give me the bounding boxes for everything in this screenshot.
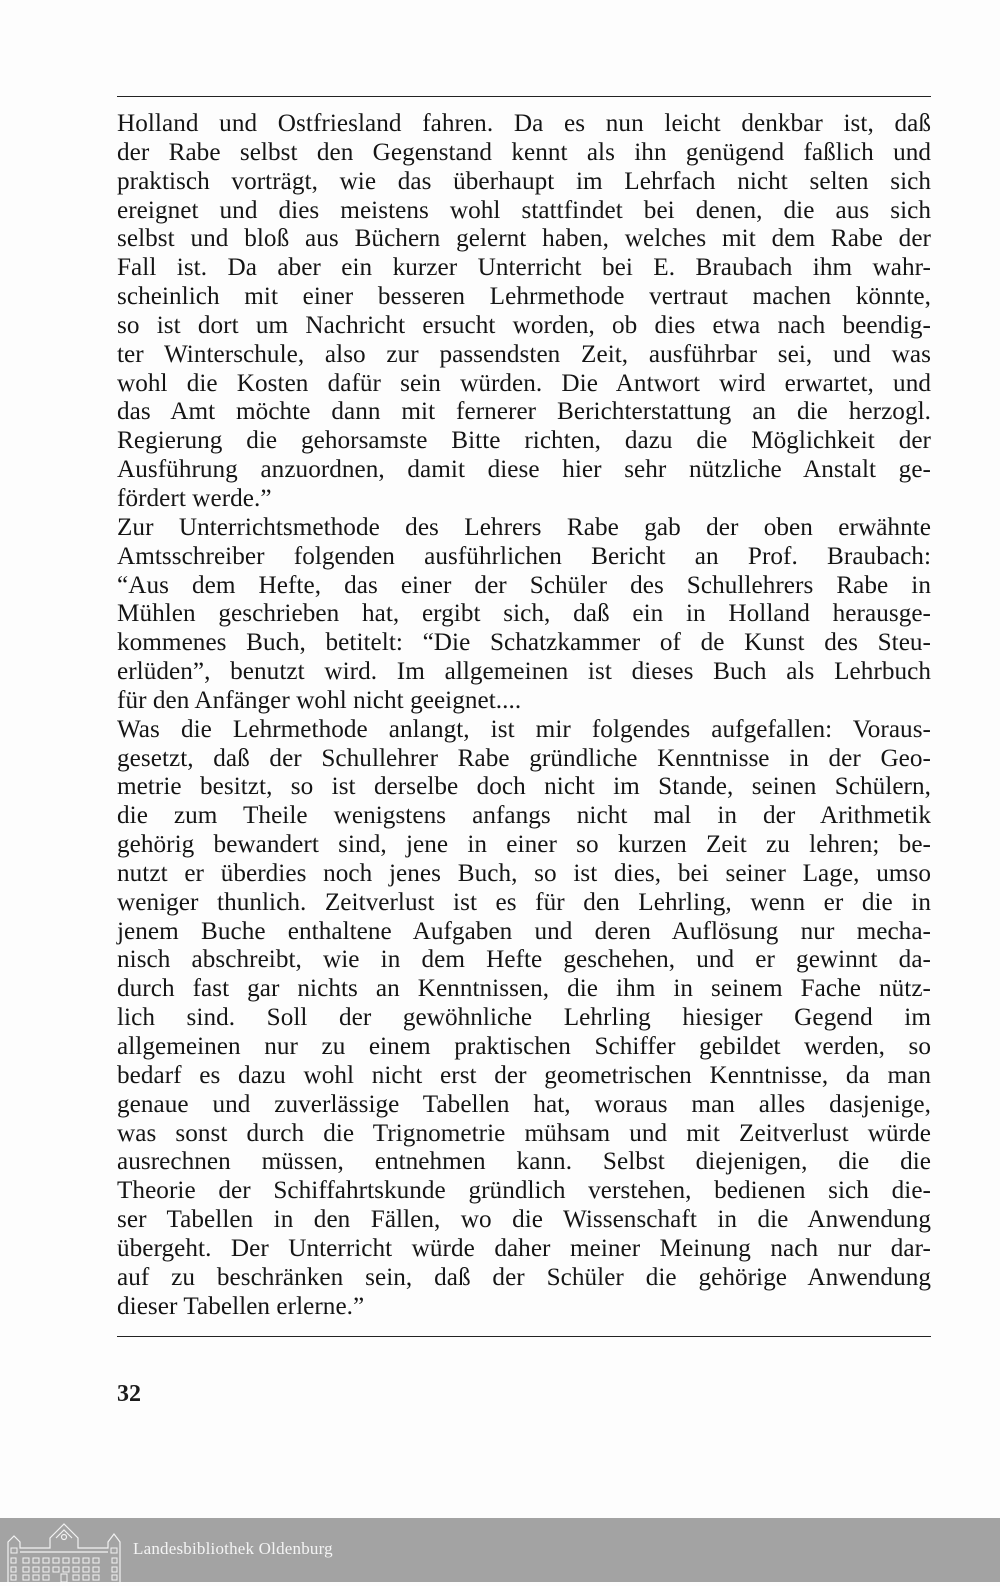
text-line: “Aus dem Hefte, das einer der Schüler des Schullehrers Rabe in [117, 571, 931, 599]
text-line: Theorie der Schiffahrtskunde gründlich verstehen, bedienen sich die- [117, 1177, 931, 1205]
text-line: gesetzt, daß der Schullehrer Rabe gründliche Kenntnisse in der Geo- [117, 744, 931, 772]
text-line: weniger thunlich. Zeitverlust ist es für den Lehrling, wenn er die in [117, 888, 931, 916]
text-line: durch fast gar nichts an Kenntnissen, die ihm in seinem Fache nütz- [117, 975, 931, 1003]
text-line: wohl die Kosten dafür sein würden. Die Antwort wird erwartet, und [117, 369, 931, 397]
text-line: Mühlen geschrieben hat, ergibt sich, daß ein in Holland herausge- [117, 600, 931, 628]
text-line: praktisch vorträgt, wie das überhaupt im Lehrfach nicht selten sich [117, 167, 931, 195]
text-line: für den Anfänger wohl nicht geeignet.... [117, 686, 522, 714]
text-line: Fall ist. Da aber ein kurzer Unterricht bei E. Braubach ihm wahr- [117, 254, 931, 282]
top-rule [117, 96, 931, 97]
text-line: ser Tabellen in den Fällen, wo die Wissenschaft in die Anwendung [117, 1206, 931, 1234]
text-line: das Amt möchte dann mit fernerer Berichterstattung an die herzogl. [117, 398, 931, 426]
text-line: allgemeinen nur zu einem praktischen Schiffer gebildet werden, so [117, 1033, 931, 1060]
footer-bar [0, 1518, 1000, 1582]
text-line: dieser Tabellen erlerne.” [117, 1292, 365, 1320]
text-line: Ausführung anzuordnen, damit diese hier sehr nützliche Anstalt ge- [117, 456, 931, 484]
text-line: ausrechnen müssen, entnehmen kann. Selbst diejenigen, die die [117, 1148, 931, 1176]
text-line: ereignet und dies meistens wohl stattfindet bei denen, die aus sich [117, 196, 931, 224]
text-line: scheinlich mit einer besseren Lehrmethode vertraut machen könnte, [117, 283, 931, 311]
text-line: selbst und bloß aus Büchern gelernt haben, welches mit dem Rabe der [117, 225, 931, 253]
text-line: ter Winterschule, also zur passendsten Zeit, ausführbar sei, und was [117, 340, 931, 368]
text-line: Regierung die gehorsamste Bitte richten, dazu die Möglichkeit der [117, 427, 931, 455]
text-line: was sonst durch die Trignometrie mühsam und mit Zeitverlust würde [117, 1119, 931, 1147]
text-line: Amtsschreiber folgenden ausführlichen Bericht an Prof. Braubach: [117, 542, 931, 570]
text-line: so ist dort um Nachricht ersucht worden, ob dies etwa nach beendig- [117, 311, 931, 339]
text-line: Zur Unterrichtsmethode des Lehrers Rabe gab der oben erwähnte [117, 513, 931, 541]
bottom-rule [117, 1336, 931, 1337]
text-line: gehörig bewandert sind, jene in einer so kurzen Zeit zu lehren; be- [117, 831, 931, 859]
text-line: metrie besitzt, so ist derselbe doch nicht im Stande, seinen Schülern, [117, 773, 931, 801]
text-line: übergeht. Der Unterricht würde daher meiner Meinung nach nur dar- [117, 1234, 931, 1262]
text-line: genaue und zuverlässige Tabellen hat, woraus man alles dasjenige, [117, 1090, 931, 1118]
text-line: die zum Theile wenigstens anfangs nicht mal in der Arithmetik [117, 802, 931, 830]
text-line: lich sind. Soll der gewöhnliche Lehrling hiesiger Gegend im [117, 1004, 931, 1032]
text-line: nisch abschreibt, wie in dem Hefte geschehen, und er gewinnt da- [117, 946, 931, 974]
text-line: fördert werde.” [117, 484, 272, 512]
library-name: Landesbibliothek Oldenburg [133, 1539, 333, 1558]
text-line: kommenes Buch, betitelt: “Die Schatzkammer of de Kunst des Steu- [117, 629, 931, 657]
text-line: bedarf es dazu wohl nicht erst der geometrischen Kenntnisse, da man [117, 1061, 931, 1089]
text-line: jenem Buche enthaltene Aufgaben und deren Auflösung nur mecha- [117, 917, 931, 945]
text-line: erlüden”, benutzt wird. Im allgemeinen ist dieses Buch als Lehrbuch [117, 658, 931, 686]
text-line: Holland und Ostfriesland fahren. Da es nun leicht denkbar ist, daß [117, 110, 931, 137]
text-line: nutzt er überdies noch jenes Buch, so ist dies, bei seiner Lage, umso [117, 859, 931, 887]
library-building-icon [6, 1518, 124, 1582]
text-line: auf zu beschränken sein, daß der Schüler die gehörige Anwendung [117, 1263, 931, 1291]
text-line: Was die Lehrmethode anlangt, ist mir folgendes aufgefallen: Voraus- [117, 715, 931, 743]
body-text [117, 110, 931, 1321]
text-line: der Rabe selbst den Gegenstand kennt als ihn genügend faßlich und [117, 138, 931, 166]
page-number: 32 [117, 1381, 141, 1407]
